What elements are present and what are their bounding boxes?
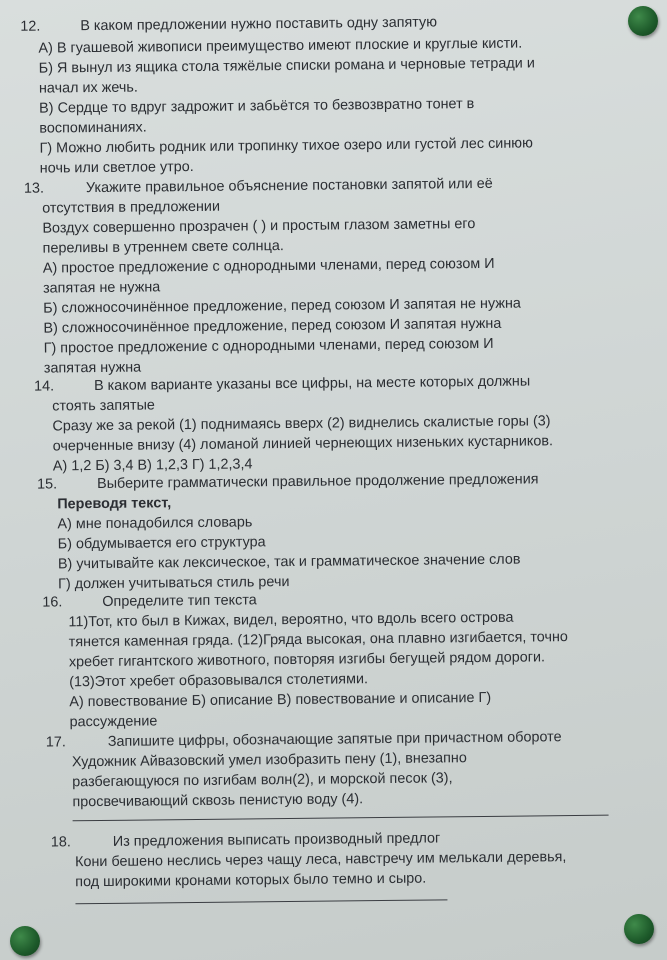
answer-options: А) 1,2 Б) 3,4 В) 1,2,3 Г) 1,2,3,4 bbox=[52, 456, 253, 475]
option-b: Б) обдумывается его структура bbox=[57, 534, 266, 553]
text-line: (13)Этот хребет образовывался столетиями. bbox=[69, 671, 369, 691]
question-title-continued: отсутствия в предложении bbox=[42, 198, 221, 217]
question-sentence-continued: очерченные внизу (4) ломаной линией чернеющих низеньких кустарников. bbox=[52, 433, 554, 455]
question-number: 13. bbox=[23, 180, 45, 197]
option-a: А) мне понадобился словарь bbox=[57, 514, 253, 533]
answer-options-continued: рассуждение bbox=[69, 713, 158, 731]
text-line: под широкими кронами которых было темно и сыро. bbox=[75, 870, 427, 891]
question-number: 17. bbox=[45, 734, 66, 751]
answer-options: А) повествование Б) описание В) повествование и описание Г) bbox=[69, 689, 492, 711]
text-line: 11)Тот, кто был в Кижах, видел, вероятно, что вдоль всего острова bbox=[68, 609, 514, 631]
question-title: Из предложения выписать производный предлог bbox=[112, 830, 441, 850]
option-c: В) Сердце то вдруг задрожит и забьётся то безвозвратно тонет в bbox=[39, 96, 475, 117]
option-a: А) простое предложение с однородными членами, перед союзом И bbox=[42, 255, 495, 277]
text-line: Кони бешено неслись через чащу леса, навстречу им мелькали деревья, bbox=[74, 849, 567, 871]
answer-line bbox=[75, 899, 447, 904]
question-title: Выберите грамматически правильное продолжение предложения bbox=[96, 471, 539, 493]
sentence-lead: Переводя текст, bbox=[57, 495, 172, 513]
question-sentence: Воздух совершенно прозрачен ( ) и простым глазом заметны его bbox=[42, 216, 476, 237]
option-c: В) сложносочинённое предложение, перед союзом И запятая нужна bbox=[43, 315, 502, 337]
option-b-continued: начал их жечь. bbox=[38, 79, 138, 97]
question-number: 15. bbox=[36, 476, 58, 493]
text-line: тянется каменная гряда. (12)Гряда высокая, она плавно изгибается, точно bbox=[68, 629, 568, 651]
question-number: 14. bbox=[33, 378, 55, 395]
option-d: Г) должен учитываться стиль речи bbox=[58, 574, 290, 593]
option-b: Б) сложносочинённое предложение, перед союзом И запятая не нужна bbox=[43, 295, 521, 317]
text-line: Художник Айвазовский умел изобразить пену (1), внезапно bbox=[71, 750, 467, 771]
text-line: хребет гигантского животного, повторяя изгибы бегущей рядом дороги. bbox=[68, 649, 546, 671]
question-title: В каком предложении нужно поставить одну запятую bbox=[80, 14, 438, 35]
option-c: В) учитывайте как лексическое, так и грамматическое значение слов bbox=[57, 551, 521, 573]
pushpin-icon bbox=[628, 6, 658, 36]
option-d-continued: ночь или светлое утро. bbox=[39, 158, 194, 177]
option-b: Б) Я вынул из ящика стола тяжёлые списки романа и черновые тетради и bbox=[38, 55, 535, 77]
question-sentence: Сразу же за рекой (1) поднимаясь вверх (2) виднелись скалистые горы (3) bbox=[52, 413, 551, 435]
answer-line bbox=[73, 815, 609, 822]
option-d: Г) простое предложение с однородными членами, перед союзом И bbox=[43, 335, 494, 357]
pushpin-icon bbox=[10, 926, 40, 956]
question-title-continued: стоять запятые bbox=[52, 397, 155, 415]
question-sentence-continued: переливы в утреннем свете солнца. bbox=[42, 238, 284, 257]
question-title: Определите тип текста bbox=[102, 592, 257, 610]
question-title: Укажите правильное объяснение постановки запятой или её bbox=[85, 175, 493, 197]
question-number: 16. bbox=[42, 594, 63, 611]
pushpin-icon bbox=[624, 914, 654, 944]
question-title: Запишите цифры, обозначающие запятые при причастном обороте bbox=[107, 729, 562, 750]
option-a: А) В гуашевой живописи преимущество имеют плоские и круглые кисти. bbox=[38, 35, 523, 57]
question-title: В каком варианте указаны все цифры, на месте которых должны bbox=[93, 373, 531, 395]
text-line: просвечивающий сквозь пенистую воду (4). bbox=[72, 791, 364, 811]
text-line: разбегающуюся по изгибам волн(2), и морской песок (3), bbox=[72, 770, 453, 791]
option-c-continued: воспоминаниях. bbox=[39, 119, 147, 137]
option-a-continued: запятая не нужна bbox=[42, 279, 161, 297]
option-d-continued: запятая нужна bbox=[43, 359, 142, 377]
question-number: 12. bbox=[20, 18, 41, 35]
option-d: Г) Можно любить родник или тропинку тихое озеро или густой лес синюю bbox=[39, 135, 533, 157]
question-number: 18. bbox=[50, 834, 71, 851]
